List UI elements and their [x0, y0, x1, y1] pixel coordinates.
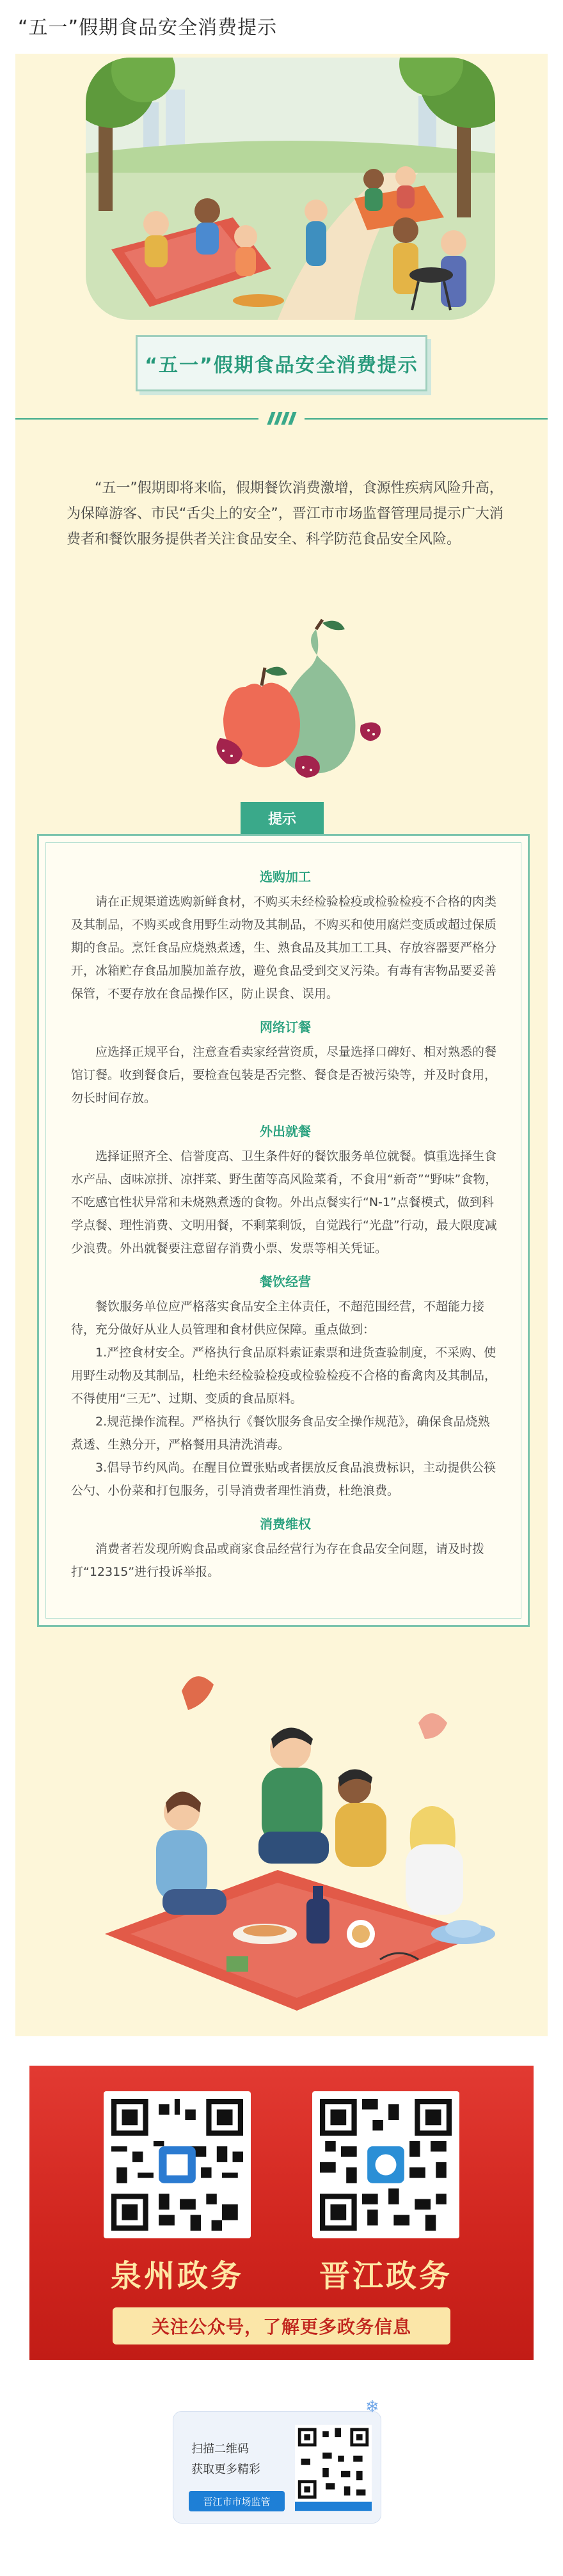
- section-divider: [15, 412, 548, 425]
- section-title-dining-out: 外出就餐: [260, 1124, 311, 1139]
- footer-qr-code[interactable]: [295, 2424, 372, 2511]
- poster: [15, 54, 548, 2036]
- footer-account-tag[interactable]: 晋江市市场监管: [189, 2491, 285, 2511]
- tips-box: [37, 834, 530, 1627]
- hero-illustration-picnic-park: [86, 58, 495, 320]
- section-title-online-order: 网络订餐: [260, 1019, 311, 1035]
- catering-item-3: 3.倡导节约风尚。在醒目位置张贴或者摆放反食品浪费标识，主动提供公筷公勺、小份菜和打包服务，引导消费者理性消费，杜绝浪费。: [71, 1461, 496, 1498]
- footer-card: [173, 2398, 381, 2524]
- main-banner: [136, 335, 427, 391]
- section-title-rights: 消费维权: [260, 1516, 311, 1532]
- page-title: “五一”假期食品安全消费提示: [18, 17, 278, 39]
- catering-item-1: 1.严控食材安全。严格执行食品原料索证索票和进货查验制度，不采购、使用野生动物及其制品，杜绝未经检验检疫或检验检疫不合格的畜禽肉及其制品，不得使用“三无”、过期、变质的食品原料。: [71, 1346, 497, 1406]
- quanzhou-qr-code[interactable]: [104, 2091, 251, 2238]
- tips-content: [71, 855, 500, 1583]
- divider-mark-icon: [262, 412, 301, 425]
- qr-code-icon: [111, 2099, 243, 2231]
- qr-code-section: [29, 2066, 534, 2360]
- follow-slogan: 关注公众号，了解更多政务信息: [113, 2307, 450, 2344]
- tips-tab: 提示: [241, 802, 324, 834]
- section-title-catering: 餐饮经营: [260, 1274, 311, 1289]
- picnic-illustration: [86, 1665, 495, 2023]
- section-body-dining-out: 选择证照齐全、信誉度高、卫生条件好的餐饮服务单位就餐。慎重选择生食水产品、卤味凉拼、凉拌菜、野生菌等高风险菜肴，不食用“新奇”“野味”食物，不吃感官性状异常和未烧熟煮透的食物。外出点餐实行“N-1”点餐模式，做到科学点餐、理性消费、文明用餐，不剩菜剩饭，自觉践行“光盘”行动，最大限度减少浪费。外出就餐要注意留存消费小票、发票等相关凭证。: [71, 1149, 498, 1255]
- section-body-purchase: 请在正规渠道选购新鲜食材，不购买未经检验检疫或检验检疫不合格的肉类及其制品，不购买或食用野生动物及其制品，不购买和使用腐烂变质或超过保质期的食品。烹饪食品应烧熟煮透，生、熟食品及其加工工具、存放容器要严格分开，冰箱贮存食品加膜加盖存放，避免食品受到交叉污染。有毒有害物品要妥善保管，不要存放在食品操作区，防止误食、误用。: [71, 895, 497, 1001]
- section-body-online-order: 应选择正规平台，注意查看卖家经营资质，尽量选择口碑好、相对熟悉的餐馆订餐。收到餐食后，要检查包装是否完整、餐食是否被污染等，并及时食用，勿长时间存放。: [71, 1045, 497, 1105]
- intro-paragraph: “五一”假期即将来临，假期餐饮消费激增，食源性疾病风险升高，为保障游客、市民“舌尖上的安全”，晋江市市场监督管理局提示广大消费者和餐饮服务提供者关注食品安全、科学防范食品安全风险。: [67, 480, 504, 547]
- qr-code-icon: [295, 2424, 372, 2511]
- quanzhou-gov-label: 泉州政务: [110, 2258, 244, 2294]
- section-body-rights: 消费者若发现所购食品或商家食品经营行为存在食品安全问题，请及时拨打“12315”进行投诉举报。: [71, 1542, 485, 1579]
- jinjiang-qr-code[interactable]: [312, 2091, 459, 2238]
- fruit-illustration: [201, 617, 393, 783]
- footer-scan-text: 扫描二维码: [191, 2442, 249, 2456]
- banner-title: “五一”假期食品安全消费提示: [145, 354, 418, 377]
- qr-code-icon: [320, 2099, 452, 2231]
- catering-item-2: 2.规范操作流程。严格执行《餐饮服务食品安全操作规范》，确保食品烧熟煮透、生熟分开，严格餐用具清洗消毒。: [71, 1415, 490, 1452]
- section-body-catering: 餐饮服务单位应严格落实食品安全主体责任，不超范围经营，不超能力接待，充分做好从业人员管理和食材供应保障。重点做到：: [71, 1300, 485, 1337]
- footer-more-text: 获取更多精彩: [191, 2463, 260, 2476]
- snowflake-icon: ❄: [365, 2398, 379, 2417]
- jinjiang-gov-label: 晋江政务: [319, 2258, 452, 2294]
- section-title-purchase: 选购加工: [260, 869, 311, 884]
